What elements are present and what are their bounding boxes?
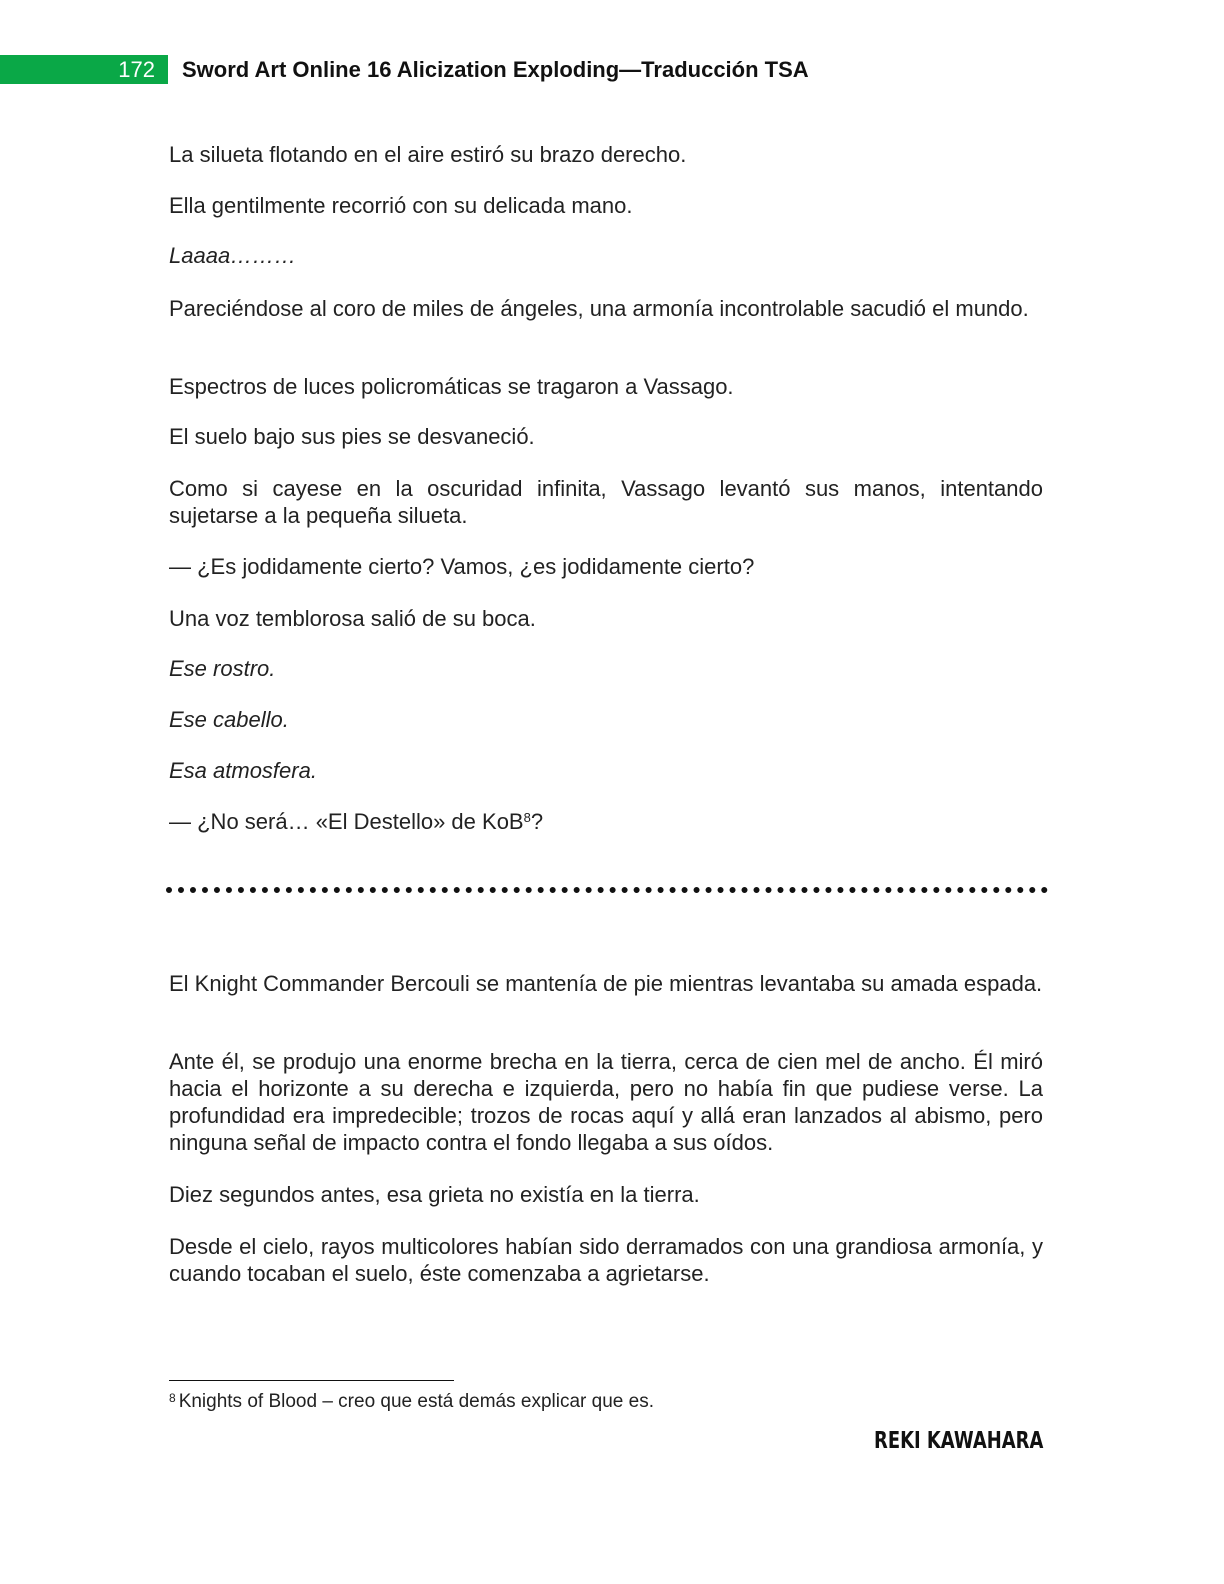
paragraph: El Knight Commander Bercouli se mantenía de pie mientras levantaba su amada espada. [169, 971, 1043, 996]
paragraph-text-end: ? [530, 809, 544, 834]
paragraph: Diez segundos antes, esa grieta no existía en la tierra. [169, 1182, 700, 1207]
page-number: 172 [118, 57, 155, 82]
paragraph: Ella gentilmente recorrió con su delicada mano. [169, 193, 633, 218]
paragraph: Espectros de luces policromáticas se tragaron a Vassago. [169, 374, 734, 399]
paragraph: Ese cabello. [169, 707, 289, 732]
paragraph: Laaaa……… [169, 243, 297, 268]
author-logo: REKI KAWAHARA [874, 1428, 1044, 1454]
section-divider [166, 887, 1048, 893]
paragraph: Ese rostro. [169, 656, 276, 681]
page-title: Sword Art Online 16 Alicization Exploding—Traducción TSA [182, 57, 809, 82]
paragraph: Como si cayese en la oscuridad infinita, Vassago levantó sus manos, intentando sujetarse a la pequeña silueta. [169, 476, 1043, 528]
paragraph: Desde el cielo, rayos multicolores habían sido derramados con una grandiosa armonía, y cuando tocaban el suelo, éste comenzaba a agrietarse. [169, 1234, 1043, 1286]
paragraph: Una voz temblorosa salió de su boca. [169, 606, 536, 631]
footnote [169, 1390, 654, 1414]
paragraph-text: — ¿No será… «El Destello» de KoB [169, 809, 524, 834]
paragraph: La silueta flotando en el aire estiró su brazo derecho. [169, 142, 687, 167]
paragraph: El suelo bajo sus pies se desvaneció. [169, 424, 535, 449]
footnote-reference[interactable]: 8 [523, 810, 531, 825]
paragraph: — ¿Es jodidamente cierto? Vamos, ¿es jodidamente cierto? [169, 554, 755, 579]
footnote-text: Knights of Blood – creo que está demás explicar que es. [178, 1391, 654, 1412]
paragraph: Esa atmosfera. [169, 758, 317, 783]
paragraph-with-footnote [169, 808, 1043, 835]
footnote-rule [169, 1380, 454, 1381]
paragraph: Pareciéndose al coro de miles de ángeles, una armonía incontrolable sacudió el mundo. [169, 296, 1029, 321]
paragraph: Ante él, se produjo una enorme brecha en la tierra, cerca de cien mel de ancho. Él miró hacia el horizonte a su derecha e izquierda, pero no había fin que pudiese verse. La profundidad era impredecible; trozos de rocas aquí y allá eran lanzados al abismo, pero ninguna señal de impacto contra el fondo llegaba a sus oídos. [169, 1049, 1043, 1155]
footnote-marker: 8 [169, 1391, 176, 1405]
